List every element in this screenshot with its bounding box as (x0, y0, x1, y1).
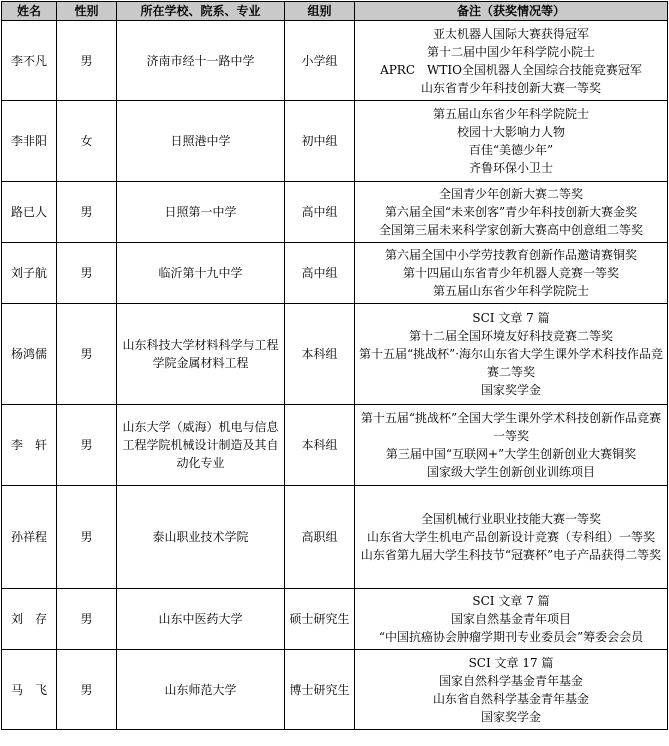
table-row (2, 304, 668, 405)
cell-school: 山东大学（威海）机电与信息工程学院机械设计制造及其自动化专业 (117, 405, 285, 486)
note-line: SCI 文章 7 篇 (472, 594, 550, 608)
cell-school: 山东师范大学 (117, 650, 285, 730)
cell-gender: 男 (57, 21, 117, 101)
note-line: SCI 文章 7 篇 (472, 311, 550, 325)
cell-school: 山东科技大学材料科学与工程学院金属材料工程 (117, 304, 285, 405)
cell-group: 硕士研究生 (285, 589, 355, 650)
cell-group: 高中组 (285, 243, 355, 304)
table-header (2, 2, 668, 21)
cell-note (355, 101, 668, 182)
note-line: 第十五届“挑战杯”·海尔山东省大学生课外学术科技作品竞赛二等奖 (358, 347, 664, 379)
cell-name: 李非阳 (2, 101, 57, 182)
table-row (2, 589, 668, 650)
cell-gender: 男 (57, 304, 117, 405)
cell-name: 刘子航 (2, 243, 57, 304)
table-row (2, 182, 668, 243)
header-group: 组别 (285, 2, 355, 21)
cell-name: 杨鸿儒 (2, 304, 57, 405)
award-table (1, 1, 668, 730)
note-line: 校园十大影响力人物 (456, 125, 565, 139)
cell-name: 马 飞 (2, 650, 57, 730)
note-line: 山东省第九届大学生科技节“冠赛杯”电子产品获得二等奖 (360, 548, 662, 562)
cell-note (355, 182, 668, 243)
cell-gender: 男 (57, 650, 117, 730)
note-line: 全国第三届未来科学家创新大赛高中创意组二等奖 (378, 223, 643, 237)
cell-school: 日照第一中学 (117, 182, 285, 243)
cell-group: 本科组 (285, 304, 355, 405)
note-line: 百佳“美德少年” (468, 143, 554, 157)
note-line: 第十四届山东省青少年机器人竞赛一等奖 (402, 266, 619, 280)
cell-gender: 男 (57, 589, 117, 650)
note-line: 第六届全国中小学劳技教育创新作品邀请赛铜奖 (384, 248, 637, 262)
cell-name: 路已人 (2, 182, 57, 243)
header-row (2, 2, 668, 21)
cell-gender: 男 (57, 405, 117, 486)
cell-school: 日照港中学 (117, 101, 285, 182)
cell-group: 高职组 (285, 486, 355, 589)
cell-group: 初中组 (285, 101, 355, 182)
header-gender: 性别 (57, 2, 117, 21)
note-line: 第六届全国“未来创客”青少年科技创新大赛金奖 (384, 205, 638, 219)
cell-note (355, 243, 668, 304)
note-line: 山东省青少年科技创新大赛一等奖 (420, 80, 601, 95)
cell-note (355, 304, 668, 405)
note-line: “中国抗癌协会肿瘤学期刊专业委员会”筹委会会员 (378, 630, 644, 644)
cell-gender: 女 (57, 101, 117, 182)
cell-note (355, 405, 668, 486)
note-line: SCI 文章 17 篇 (468, 655, 554, 670)
note-line: 国家自然基金青年项目 (450, 612, 571, 626)
cell-group: 本科组 (285, 405, 355, 486)
cell-school: 泰山职业技术学院 (117, 486, 285, 589)
cell-school: 临沂第十九中学 (117, 243, 285, 304)
cell-school: 山东中医药大学 (117, 589, 285, 650)
table-row (2, 650, 668, 730)
header-name: 姓名 (2, 2, 57, 21)
note-line: 第五届山东省少年科学院院士 (432, 107, 589, 121)
note-line: 第十二届中国少年科学院小院士 (426, 44, 595, 59)
note-line: 山东省自然科学基金青年基金 (432, 691, 589, 706)
note-line: 亚太机器人国际大赛获得冠军 (432, 26, 589, 41)
note-line: APRC WTIO全国机器人全国综合技能竞赛冠军 (380, 62, 642, 77)
note-line: 全国青少年创新大赛二等奖 (438, 187, 583, 201)
cell-note (355, 650, 668, 730)
table-row (2, 405, 668, 486)
cell-name: 李不凡 (2, 21, 57, 101)
note-line: 国家奖学金 (480, 709, 541, 724)
cell-gender: 男 (57, 182, 117, 243)
table-body (2, 21, 668, 730)
note-line: 齐鲁环保小卫士 (468, 161, 553, 175)
cell-name: 孙祥程 (2, 486, 57, 589)
note-line: 全国机械行业职业技能大赛一等奖 (420, 512, 601, 526)
note-line: 第十二届全国环境友好科技竞赛二等奖 (408, 329, 613, 343)
table-row (2, 21, 668, 101)
note-line: 第十五届“挑战杯”全国大学生课外学术科技创新作品竞赛一等奖 (360, 411, 662, 443)
cell-name: 刘 存 (2, 589, 57, 650)
cell-note (355, 486, 668, 589)
cell-group: 小学组 (285, 21, 355, 101)
cell-gender: 男 (57, 486, 117, 589)
cell-group: 高中组 (285, 182, 355, 243)
header-note: 备注（获奖情况等） (355, 2, 668, 21)
note-line: 第三届中国“互联网+”大学生创新创业大赛铜奖 (385, 447, 637, 461)
cell-name: 李 轩 (2, 405, 57, 486)
table-row (2, 486, 668, 589)
cell-gender: 男 (57, 243, 117, 304)
cell-school: 济南市经十一路中学 (117, 21, 285, 101)
table-row (2, 243, 668, 304)
cell-note (355, 21, 668, 101)
note-line: 第五届山东省少年科学院院士 (432, 284, 589, 298)
note-line: 国家级大学生创新创业训练项目 (426, 465, 595, 479)
table-row (2, 101, 668, 182)
note-line: 山东省大学生机电产品创新设计竞赛（专科组）一等奖 (366, 530, 655, 544)
cell-note (355, 589, 668, 650)
note-line: 国家奖学金 (480, 383, 541, 397)
note-line: 国家自然科学基金青年基金 (438, 673, 583, 688)
cell-group: 博士研究生 (285, 650, 355, 730)
header-school: 所在学校、院系、专业 (117, 2, 285, 21)
